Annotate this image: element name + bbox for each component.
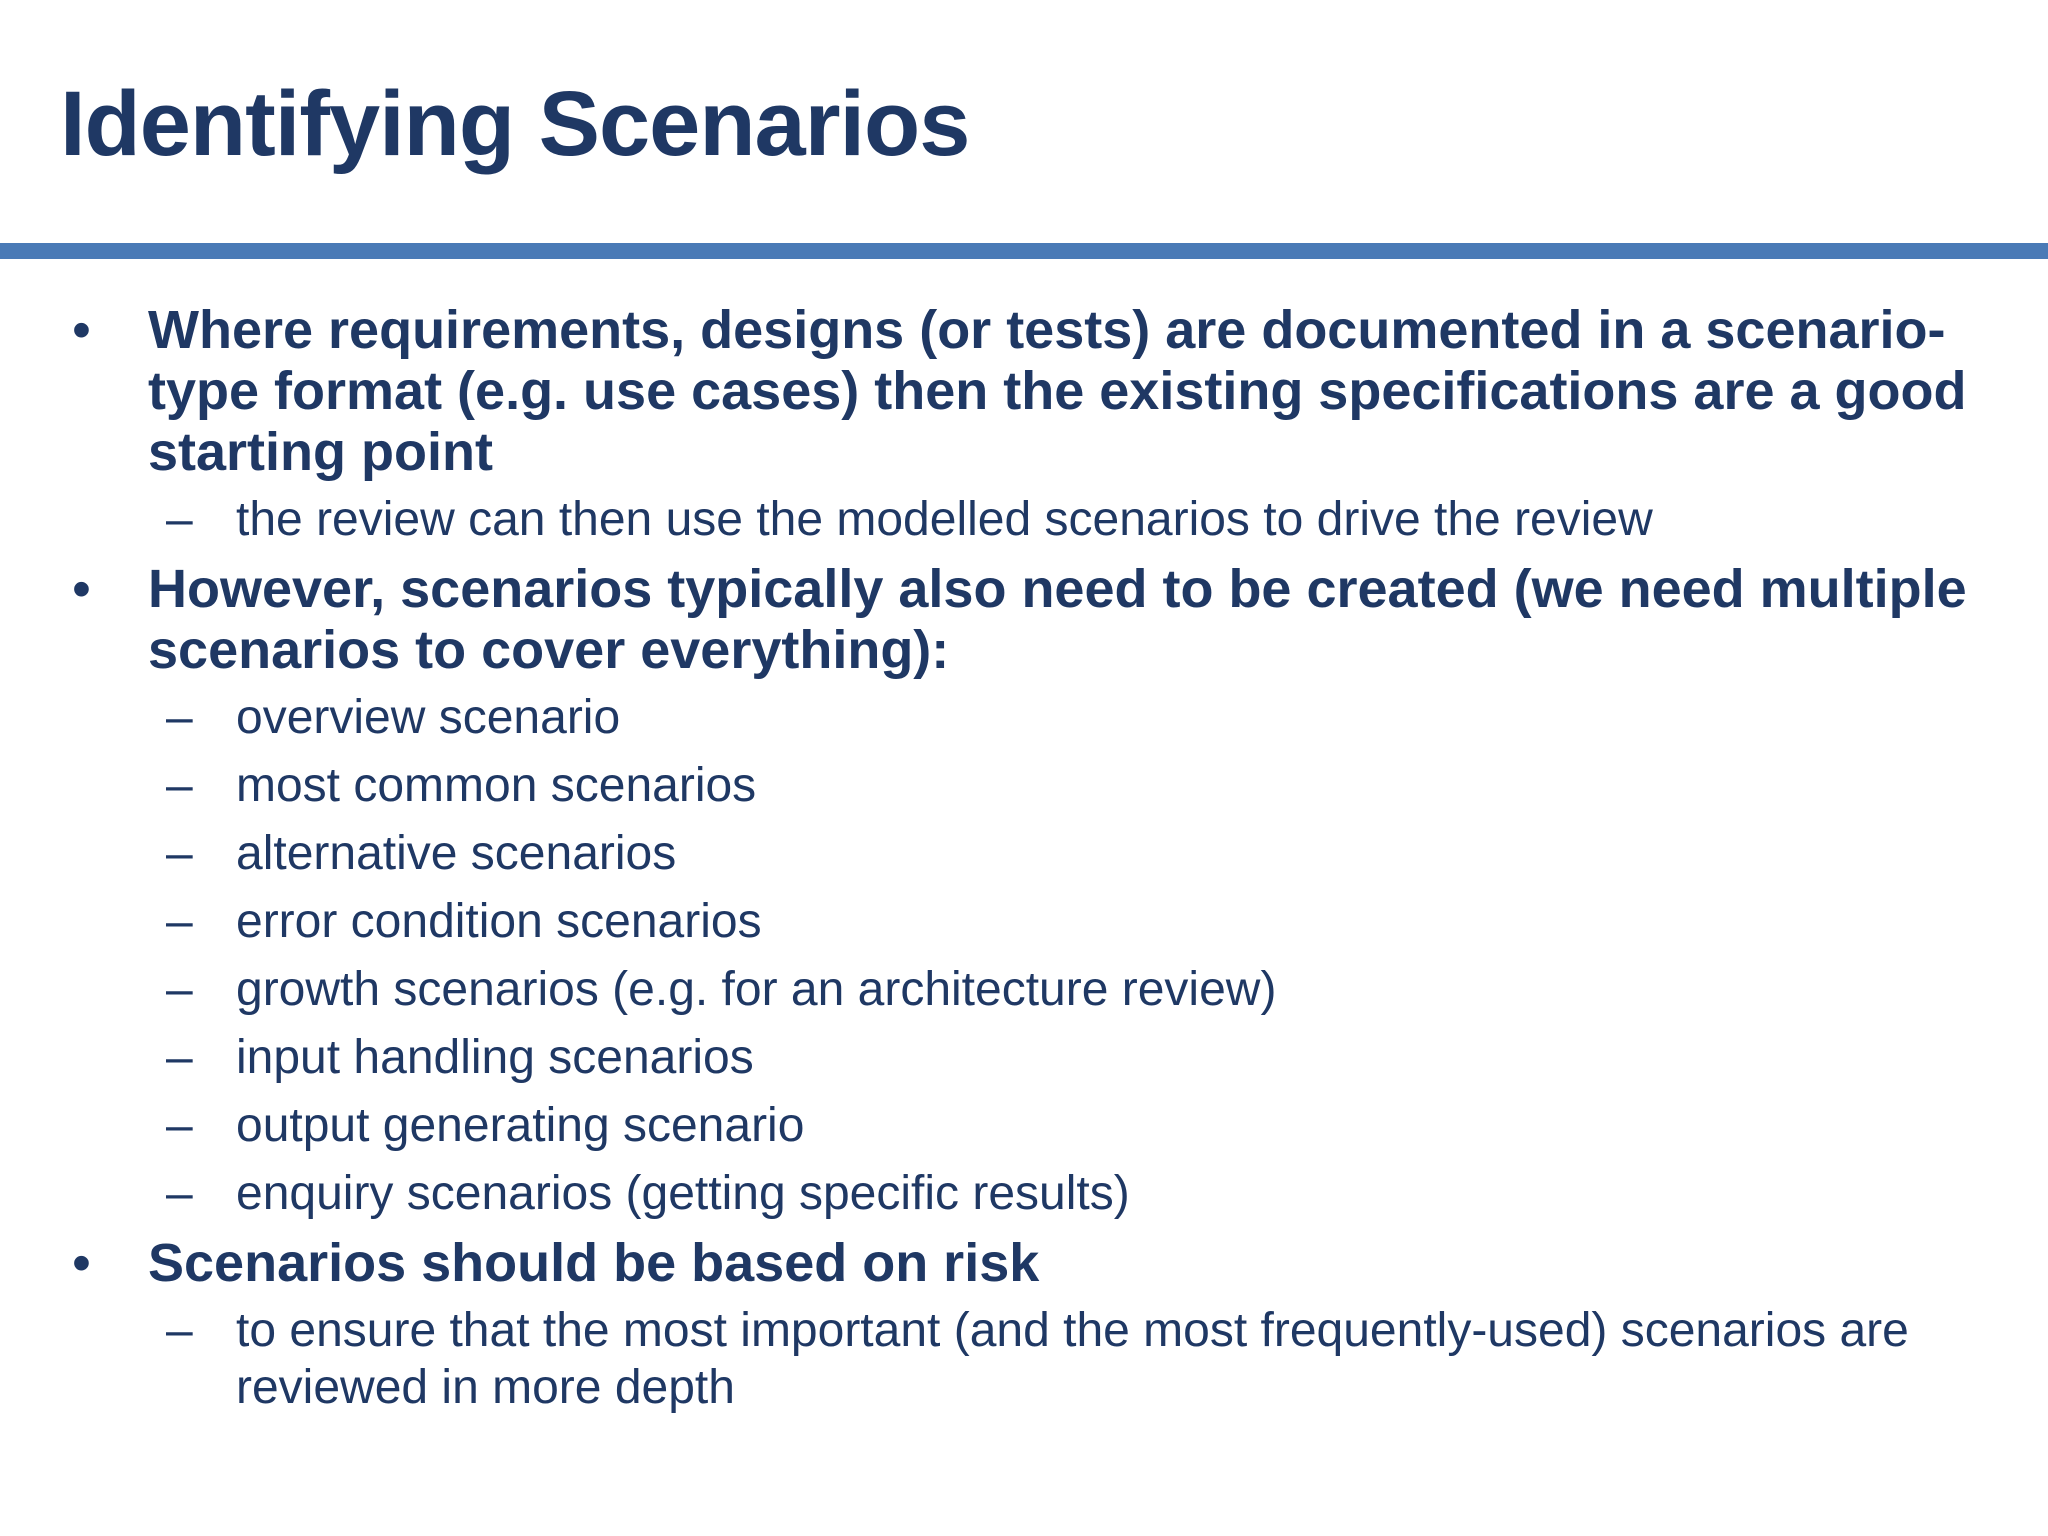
sub-item: [166, 1165, 1990, 1222]
sub-item-text: alternative scenarios: [236, 827, 677, 880]
dash-icon: –: [166, 1304, 193, 1357]
dash-icon: –: [166, 759, 193, 812]
sub-item-text: output generating scenario: [236, 1099, 805, 1152]
sub-item-text: the review can then use the modelled scenarios to drive the review: [236, 493, 1653, 546]
dash-icon: –: [166, 1167, 193, 1220]
sub-list: [70, 1302, 1990, 1416]
bullet-text: Scenarios should be based on risk: [148, 1233, 1040, 1293]
dash-icon: –: [166, 895, 193, 948]
dash-icon: –: [166, 1031, 193, 1084]
sub-item: [166, 825, 1990, 882]
sub-list: [70, 491, 1990, 548]
sub-item-text: to ensure that the most important (and the most frequently-used) scenarios are reviewed in more depth: [236, 1304, 1909, 1414]
sub-item-text: input handling scenarios: [236, 1031, 754, 1084]
dash-icon: –: [166, 493, 193, 546]
slide-title: Identifying Scenarios: [60, 73, 970, 175]
sub-item-text: error condition scenarios: [236, 895, 762, 948]
bullet-item: [70, 559, 1990, 681]
sub-item-text: most common scenarios: [236, 759, 757, 812]
sub-item: [166, 757, 1990, 814]
bullet-item: [70, 300, 1990, 483]
sub-item-text: growth scenarios (e.g. for an architecture review): [236, 963, 1277, 1016]
sub-item: [166, 1097, 1990, 1154]
dash-icon: –: [166, 1099, 193, 1152]
sub-item: [166, 689, 1990, 746]
dash-icon: –: [166, 827, 193, 880]
bullet-dot-icon: •: [72, 1233, 91, 1293]
bullet-dot-icon: •: [72, 300, 91, 360]
sub-item-text: overview scenario: [236, 691, 621, 744]
sub-item: [166, 961, 1990, 1018]
title-divider: [0, 243, 2048, 259]
bullet-item: [70, 1233, 1990, 1294]
slide-content: [70, 300, 1990, 1427]
bullet-text: However, scenarios typically also need to be created (we need multiple scenarios to cover everything):: [148, 559, 1967, 680]
sub-item: [166, 1029, 1990, 1086]
sub-list: [70, 689, 1990, 1222]
dash-icon: –: [166, 691, 193, 744]
bullet-text: Where requirements, designs (or tests) are documented in a scenario-type format (e.g. use cases) then the existing specifications are a good starting point: [148, 300, 1967, 482]
sub-item-text: enquiry scenarios (getting specific results): [236, 1167, 1130, 1220]
sub-item: [166, 1302, 1990, 1416]
sub-item: [166, 893, 1990, 950]
dash-icon: –: [166, 963, 193, 1016]
sub-item: [166, 491, 1990, 548]
bullet-dot-icon: •: [72, 559, 91, 619]
